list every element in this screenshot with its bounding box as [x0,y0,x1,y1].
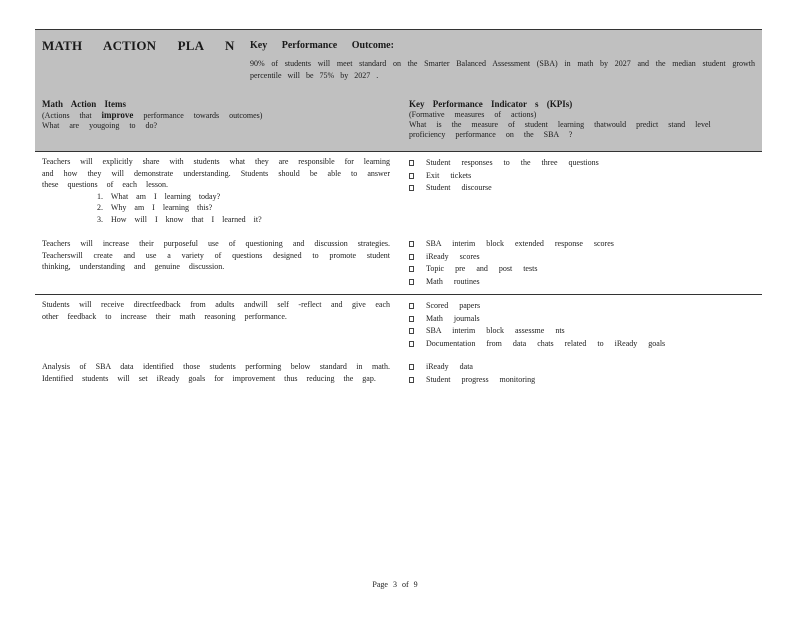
page-title: MATH ACTION PLA N [42,38,235,53]
checkbox-icon [409,254,414,260]
action-text: Teachers will explicitly share with students what they are responsible for learning and how they will demonstrate understanding. Students should be able to answer these questions of each lesson. [42,157,390,189]
left-column-subtitle [42,110,372,121]
kpi-text: iReady scores [426,251,480,261]
kpi-text: Documentation from data chats related to iReady goals [426,338,666,348]
right-column-subtitle: (Formative measures of actions) [409,110,537,119]
left-sub-bold: improve [101,110,134,120]
plan-section-2 [35,295,762,405]
right-column-header [409,99,739,140]
action-text: Analysis of SBA data identified those students performing below standard in math. Identified students will set iReady goals for improvement thus reducing the gap. [42,362,390,383]
question-item: 2. Why am I learning this? [97,203,213,212]
kpi-item [409,374,749,387]
kpi-item [409,157,749,170]
kpi-item [409,325,749,338]
kpi-item [409,170,749,183]
left-sub-pre: (Actions that [42,111,102,120]
kpi-text: Topic pre and post tests [426,264,538,273]
kpi-list [409,361,749,386]
left-sub-post: performance towards outcomes) [133,111,263,120]
kpo-heading: Key Performance Outcome: [250,40,394,51]
kpi-list [409,238,749,288]
kpi-item [409,338,749,351]
checkbox-icon [409,341,414,347]
kpi-text: Math routines [426,276,480,286]
kpi-text: SBA interim block assessme nts [426,326,565,335]
kpi-list [409,157,749,195]
question-item: 1. What am I learning today? [97,191,221,201]
checkbox-icon [409,266,414,272]
column-header-band [35,93,762,152]
kpi-item [409,361,749,374]
page-number: Page 3 of 9 [372,580,418,589]
checkbox-icon [409,185,414,191]
action-text: Teachers will increase their purposeful use of questioning and discussion strategies. Teacherswill create and use a variety of questions designed to promote student thinking, understanding and genuine discussion. [42,239,390,271]
checkbox-icon [409,303,414,309]
question-item: 3. How will I know that I learned it? [97,214,262,224]
kpi-text: Student discourse [426,183,492,192]
right-column-question: What is the measure of student learning thatwould predict stand level proficiency performance on the SBA ? [409,120,711,139]
checkbox-icon [409,241,414,247]
left-column-heading: Math Action Items [42,99,126,109]
kpi-text: iReady data [426,362,473,371]
kpi-text: Scored papers [426,301,481,310]
left-column-question: What are yougoing to do? [42,121,158,130]
checkbox-icon [409,328,414,334]
kpo-text: 90% of students will meet standard on the Smarter Balanced Assessment (SBA) in math by 2027 and the median student growth percentile will be 75% by 2027 . [250,59,755,80]
checkbox-icon [409,160,414,166]
kpi-item [409,251,749,264]
kpi-item [409,263,749,276]
kpi-item [409,276,749,289]
right-column-heading: Key Performance Indicator s (KPIs) [409,99,573,109]
action-item [42,156,390,225]
kpi-item [409,182,749,195]
kpi-item [409,238,749,251]
kpi-item [409,300,749,313]
kpi-list [409,300,749,350]
checkbox-icon [409,279,414,285]
action-text: Students will receive directfeedback from adults andwill self -reflect and give each other feedback to increase their math reasoning performance. [42,300,390,321]
kpi-text: Student progress monitoring [426,374,536,384]
action-item [42,299,390,322]
kpi-text: SBA interim block extended response scores [426,239,614,248]
checkbox-icon [409,364,414,370]
kpi-text: Student responses to the three questions [426,158,599,167]
checkbox-icon [409,316,414,322]
question-list [42,191,390,226]
plan-section-1 [35,152,762,295]
kpi-text: Exit tickets [426,170,472,180]
checkbox-icon [409,377,414,383]
kpi-item [409,313,749,326]
action-item [42,238,390,273]
kpi-text: Math journals [426,313,480,323]
title-band [35,29,762,95]
checkbox-icon [409,173,414,179]
left-column-header [42,99,372,131]
action-item [42,361,390,384]
